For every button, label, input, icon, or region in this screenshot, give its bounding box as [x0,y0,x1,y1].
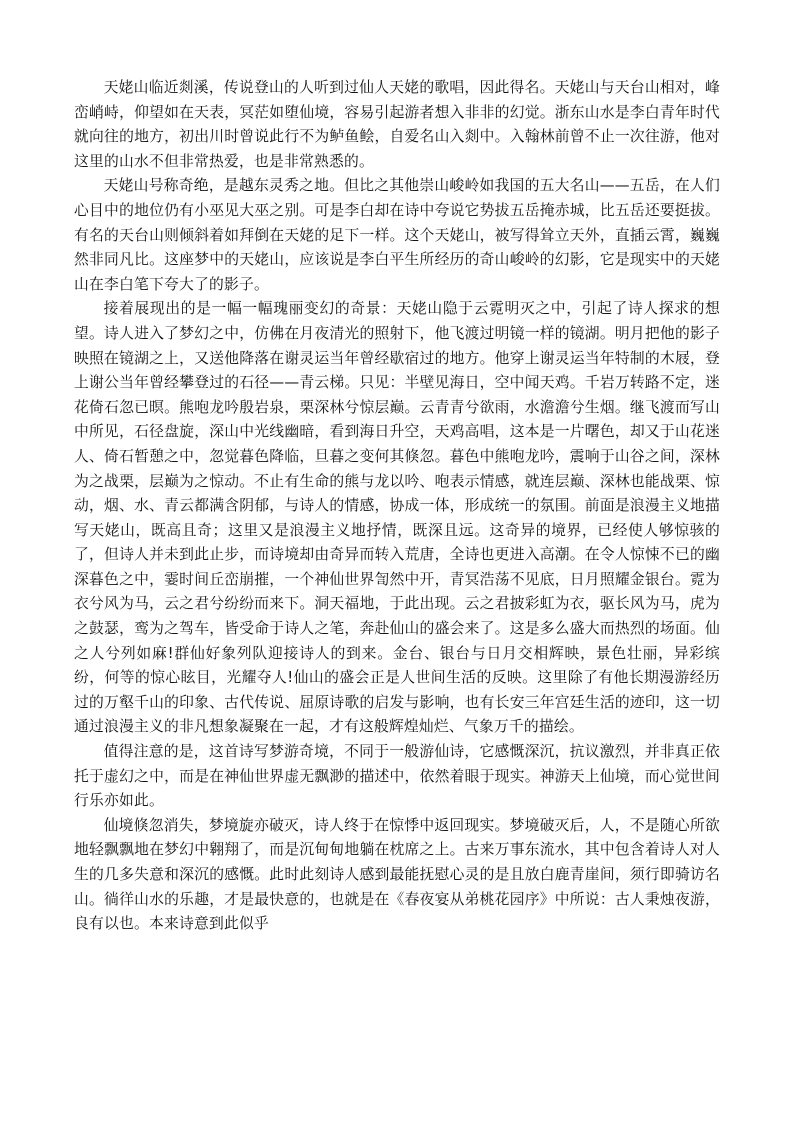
document-page [74,76,720,937]
paragraph-tianmu-intro: 天姥山临近剡溪，传说登山的人听到过仙人天姥的歌唱，因此得名。天姥山与天台山相对，峰峦峭峙，仰望如在天表，冥茫如堕仙境，容易引起游者想入非非的幻觉。浙东山水是李白青年时代就向往的地方，初出川时曾说此行不为鲈鱼鲙，自爱名山入剡中。入翰林前曾不止一次往游，他对这里的山水不但非常热爱，也是非常熟悉的。 [74,79,720,170]
paragraph-reality-focus: 值得注意的是，这首诗写梦游奇境，不同于一般游仙诗，它感慨深沉，抗议激烈，并非真正依托于虚幻之中，而是在神仙世界虚无飘渺的描述中，依然着眼于现实。神游天上仙境，而心觉世间行乐亦如此。 [74,743,720,810]
paragraph-dream-scenery: 接着展现出的是一幅一幅瑰丽变幻的奇景：天姥山隐于云霓明灭之中，引起了诗人探求的想望。诗人进入了梦幻之中，仿佛在月夜清光的照射下，他飞渡过明镜一样的镜湖。明月把他的影子映照在镜湖之上，又送他降落在谢灵运当年曾经歇宿过的地方。他穿上谢灵运当年特制的木屐，登上谢公当年曾经攀登过的石径——青云梯。只见：半壁见海日，空中闻天鸡。千岩万转路不定，迷花倚石忽已暝。熊咆龙吟殷岩泉，栗深林兮惊层巅。云青青兮欲雨，水澹澹兮生烟。继飞渡而写山中所见，石径盘旋，深山中光线幽暗，看到海日升空，天鸡高唱，这本是一片曙色，却又于山花迷人、倚石暂憩之中，忽觉暮色降临，旦暮之变何其倏忽。暮色中熊咆龙吟，震响于山谷之间，深林为之战栗，层巅为之惊动。不止有生命的熊与龙以吟、咆表示情感，就连层巅、深林也能战栗、惊动，烟、水、青云都满含阴郁，与诗人的情感，协成一体，形成统一的氛围。前面是浪漫主义地描写天姥山，既高且奇；这里又是浪漫主义地抒情，既深且远。这奇异的境界，已经使人够惊骇的了，但诗人并未到此止步，而诗境却由奇异而转入荒唐，全诗也更进入高潮。在令人惊悚不已的幽深暮色之中，霎时间丘峦崩摧，一个神仙世界訇然中开，青冥浩荡不见底，日月照耀金银台。霓为衣兮风为马，云之君兮纷纷而来下。洞天福地，于此出现。云之君披彩虹为衣，驱长风为马，虎为之鼓瑟，鸾为之驾车，皆受命于诗人之笔，奔赴仙山的盛会来了。这是多么盛大而热烈的场面。仙之人兮列如麻!群仙好象列队迎接诗人的到来。金台、银台与日月交相辉映，景色壮丽，异彩缤纷，何等的惊心眩目，光耀夺人!仙山的盛会正是人世间生活的反映。这里除了有他长期漫游经历过的万壑千山的印象、古代传说、屈原诗歌的启发与影响，也有长安三年宫廷生活的迹印，这一切通过浪漫主义的非凡想象凝聚在一起，才有这般辉煌灿烂、气象万千的描绘。 [74,300,720,736]
paragraph-tianmu-height: 天姥山号称奇绝，是越东灵秀之地。但比之其他崇山峻岭如我国的五大名山——五岳，在人们心目中的地位仍有小巫见大巫之别。可是李白却在诗中夸说它势拔五岳掩赤城，比五岳还要挺拔。有名的天台山则倾斜着如拜倒在天姥的足下一样。这个天姥山，被写得耸立天外，直插云霄，巍巍然非同凡比。这座梦中的天姥山，应该说是李白平生所经历的奇山峻岭的幻影，它是现实中的天姥山在李白笔下夸大了的影子。 [74,177,720,293]
paragraph-dream-ends: 仙境倏忽消失，梦境旋亦破灭，诗人终于在惊悸中返回现实。梦境破灭后，人，不是随心所欲地轻飘飘地在梦幻中翱翔了，而是沉甸甸地躺在枕席之上。古来万事东流水，其中包含着诗人对人生的几多失意和深沉的感慨。此时此刻诗人感到最能抚慰心灵的是且放白鹿青崖间，须行即骑访名山。徜徉山水的乐趣，才是最快意的，也就是在《春夜宴从弟桃花园序》中所说：古人秉烛夜游，良有以也。本来诗意到此似乎 [74,816,720,933]
